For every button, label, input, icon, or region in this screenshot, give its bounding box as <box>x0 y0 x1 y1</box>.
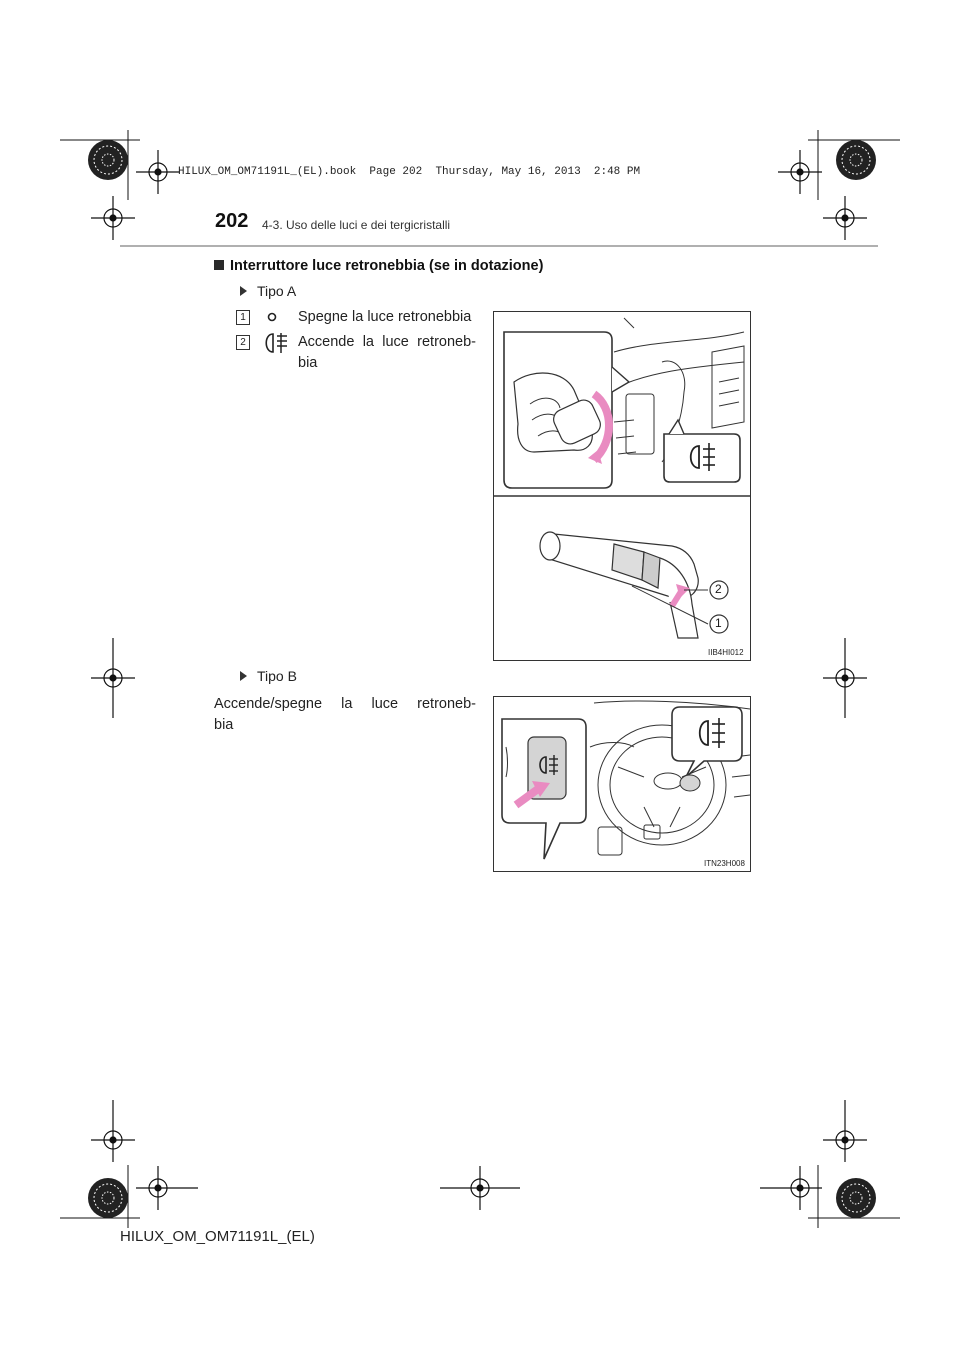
item-text: Spegne la luce retronebbia <box>298 309 472 325</box>
callout-number-2: 2 <box>715 582 722 596</box>
square-bullet-icon <box>214 260 224 270</box>
figure-type-b <box>493 696 751 872</box>
figure-type-b-drawing <box>494 697 750 871</box>
type-b-label: Tipo B <box>240 668 297 684</box>
footer-code: HILUX_OM_OM71191L_(EL) <box>120 1228 315 1245</box>
figure-code: IIB4HI012 <box>708 648 744 657</box>
circle-off-icon <box>266 311 278 323</box>
figure-code: ITN23H008 <box>704 859 745 868</box>
item-number: 2 <box>236 335 250 350</box>
figure-type-a-drawing <box>494 312 750 660</box>
book-stamp: HILUX_OM_OM71191L_(EL).book Page 202 Thursday, May 16, 2013 2:48 PM <box>178 166 641 178</box>
rear-fog-light-icon <box>260 332 288 354</box>
triangle-bullet-icon <box>240 671 247 681</box>
callout-number-1: 1 <box>715 616 722 630</box>
header-rule <box>120 245 878 247</box>
item-text: Accende la luce retroneb- bia <box>298 334 476 371</box>
page-number: 202 <box>215 210 249 232</box>
type-b-description: Accende/spegne la luce retroneb- bia <box>214 696 476 733</box>
item-on <box>236 332 476 376</box>
section-heading: Interruttore luce retronebbia (se in dotazione) <box>214 258 543 274</box>
figure-type-a <box>493 311 751 661</box>
item-number: 1 <box>236 310 250 325</box>
triangle-bullet-icon <box>240 286 247 296</box>
section-title: 4-3. Uso delle luci e dei tergicristalli <box>262 218 451 232</box>
type-a-label: Tipo A <box>240 283 296 299</box>
